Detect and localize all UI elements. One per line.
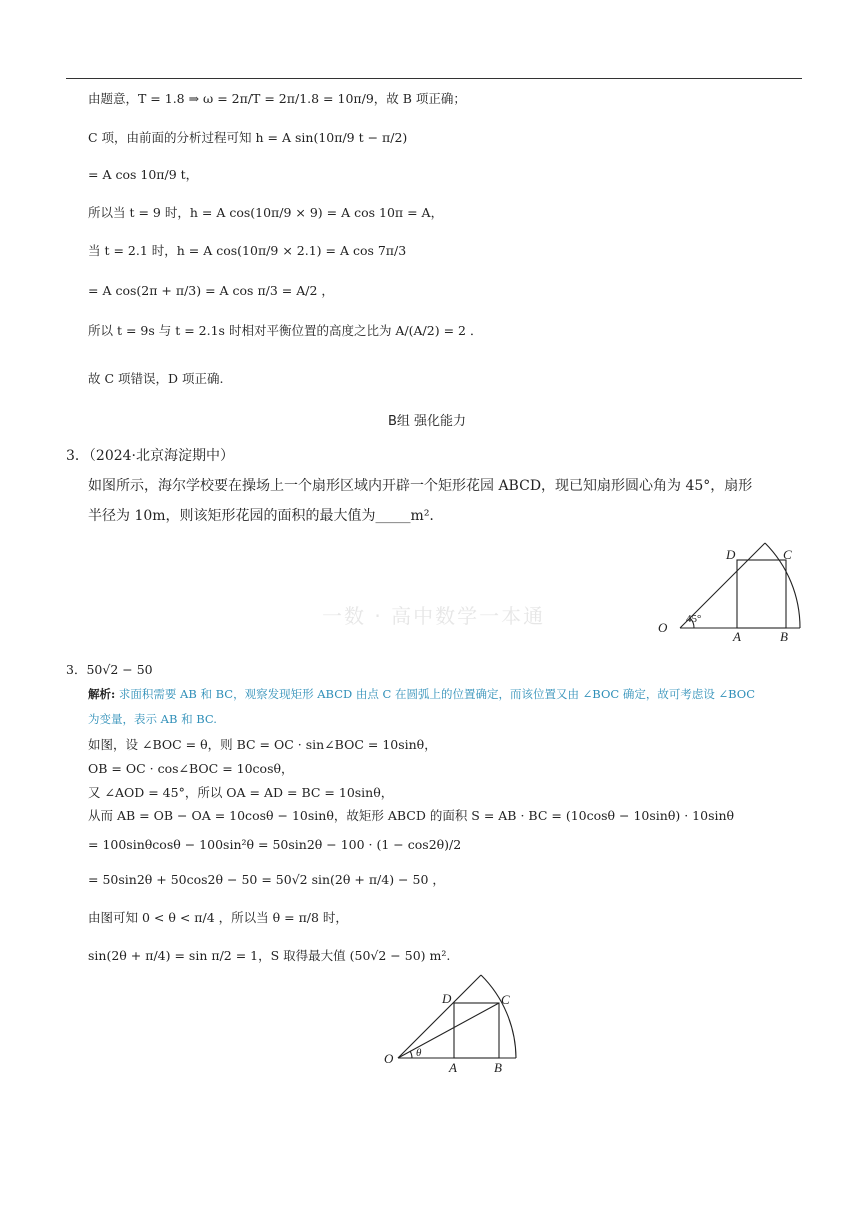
angle-label: θ	[416, 1047, 422, 1059]
answer-header: 3．50√2 − 50	[66, 662, 153, 677]
answer-step: OB = OC · cos∠BOC = 10cosθ，	[88, 761, 294, 776]
solution-line: 故 C 项错误，D 项正确.	[88, 371, 224, 386]
question-line: 如图所示，海尔学校要在操场上一个扇形区域内开辟一个矩形花园 ABCD，现已知扇形圆心角为 45°，扇形	[88, 478, 753, 494]
label-c: C	[783, 547, 792, 562]
label-a: A	[449, 1060, 457, 1075]
solution-line: 所以当 t = 9 时，h = A cos(10π/9 × 9) = A cos 10π = A，	[88, 205, 444, 220]
question-line: 半径为 10m，则该矩形花园的面积的最大值为_____m².	[88, 508, 434, 524]
solution-line: = A cos(2π + π/3) = A cos π/3 = A/2 ，	[88, 283, 334, 298]
header-rule	[66, 78, 802, 79]
analysis-text: 求面积需要 AB 和 BC，观察发现矩形 ABCD 由点 C 在圆弧上的位置确定，而该位置又由 ∠BOC 确定，故可考虑设 ∠BOC	[118, 687, 756, 701]
analysis-label: 解析:	[88, 687, 116, 701]
sector-figure	[650, 530, 810, 645]
solution-line: 所以 t = 9s 与 t = 2.1s 时相对平衡位置的高度之比为 A/(A/2) = 2 ．	[88, 323, 483, 338]
solution-line: 由题意，T = 1.8 ⇒ ω = 2π/T = 2π/1.8 = 10π/9，故 B 项正确；	[88, 91, 466, 106]
label-o: O	[658, 620, 668, 635]
label-c: C	[501, 992, 510, 1007]
solution-line: 当 t = 2.1 时，h = A cos(10π/9 × 2.1) = A cos 7π/3	[88, 243, 407, 258]
label-d: D	[442, 991, 452, 1006]
watermark: 一数 · 高中数学一本通	[322, 604, 546, 628]
label-b: B	[494, 1060, 502, 1075]
answer-step: 由图可知 0 < θ < π/4 ，所以当 θ = π/8 时，	[88, 910, 348, 925]
label-b: B	[780, 629, 788, 644]
analysis-line: 为变量，表示 AB 和 BC.	[88, 712, 217, 726]
analysis-line	[88, 686, 755, 702]
section-title: B组 强化能力	[388, 414, 467, 429]
angle-label: 45°	[686, 613, 702, 625]
answer-step: 如图，设 ∠BOC = θ，则 BC = OC · sin∠BOC = 10sinθ，	[88, 737, 437, 752]
label-a: A	[733, 629, 741, 644]
answer-step: = 50sin2θ + 50cos2θ − 50 = 50√2 sin(2θ + π/4) − 50 ，	[88, 872, 445, 887]
answer-step: 从而 AB = OB − OA = 10cosθ − 10sinθ，故矩形 ABCD 的面积 S = AB · BC = (10cosθ − 10sinθ) · 10sinθ	[88, 808, 735, 823]
label-d: D	[726, 547, 736, 562]
solution-line: C 项，由前面的分析过程可知 h = A sin(10π/9 t − π/2)	[88, 130, 408, 145]
solution-figure	[380, 972, 530, 1082]
answer-step: 又 ∠AOD = 45°，所以 OA = AD = BC = 10sinθ，	[88, 785, 394, 800]
question-header: 3．（2024·北京海淀期中）	[66, 448, 234, 464]
answer-step: sin(2θ + π/4) = sin π/2 = 1，S 取得最大值 (50√2 − 50) m².	[88, 948, 451, 963]
label-o: O	[384, 1051, 394, 1066]
answer-step: = 100sinθcosθ − 100sin²θ = 50sin2θ − 100 · (1 − cos2θ)/2	[88, 837, 462, 852]
solution-line: = A cos 10π/9 t，	[88, 167, 199, 182]
